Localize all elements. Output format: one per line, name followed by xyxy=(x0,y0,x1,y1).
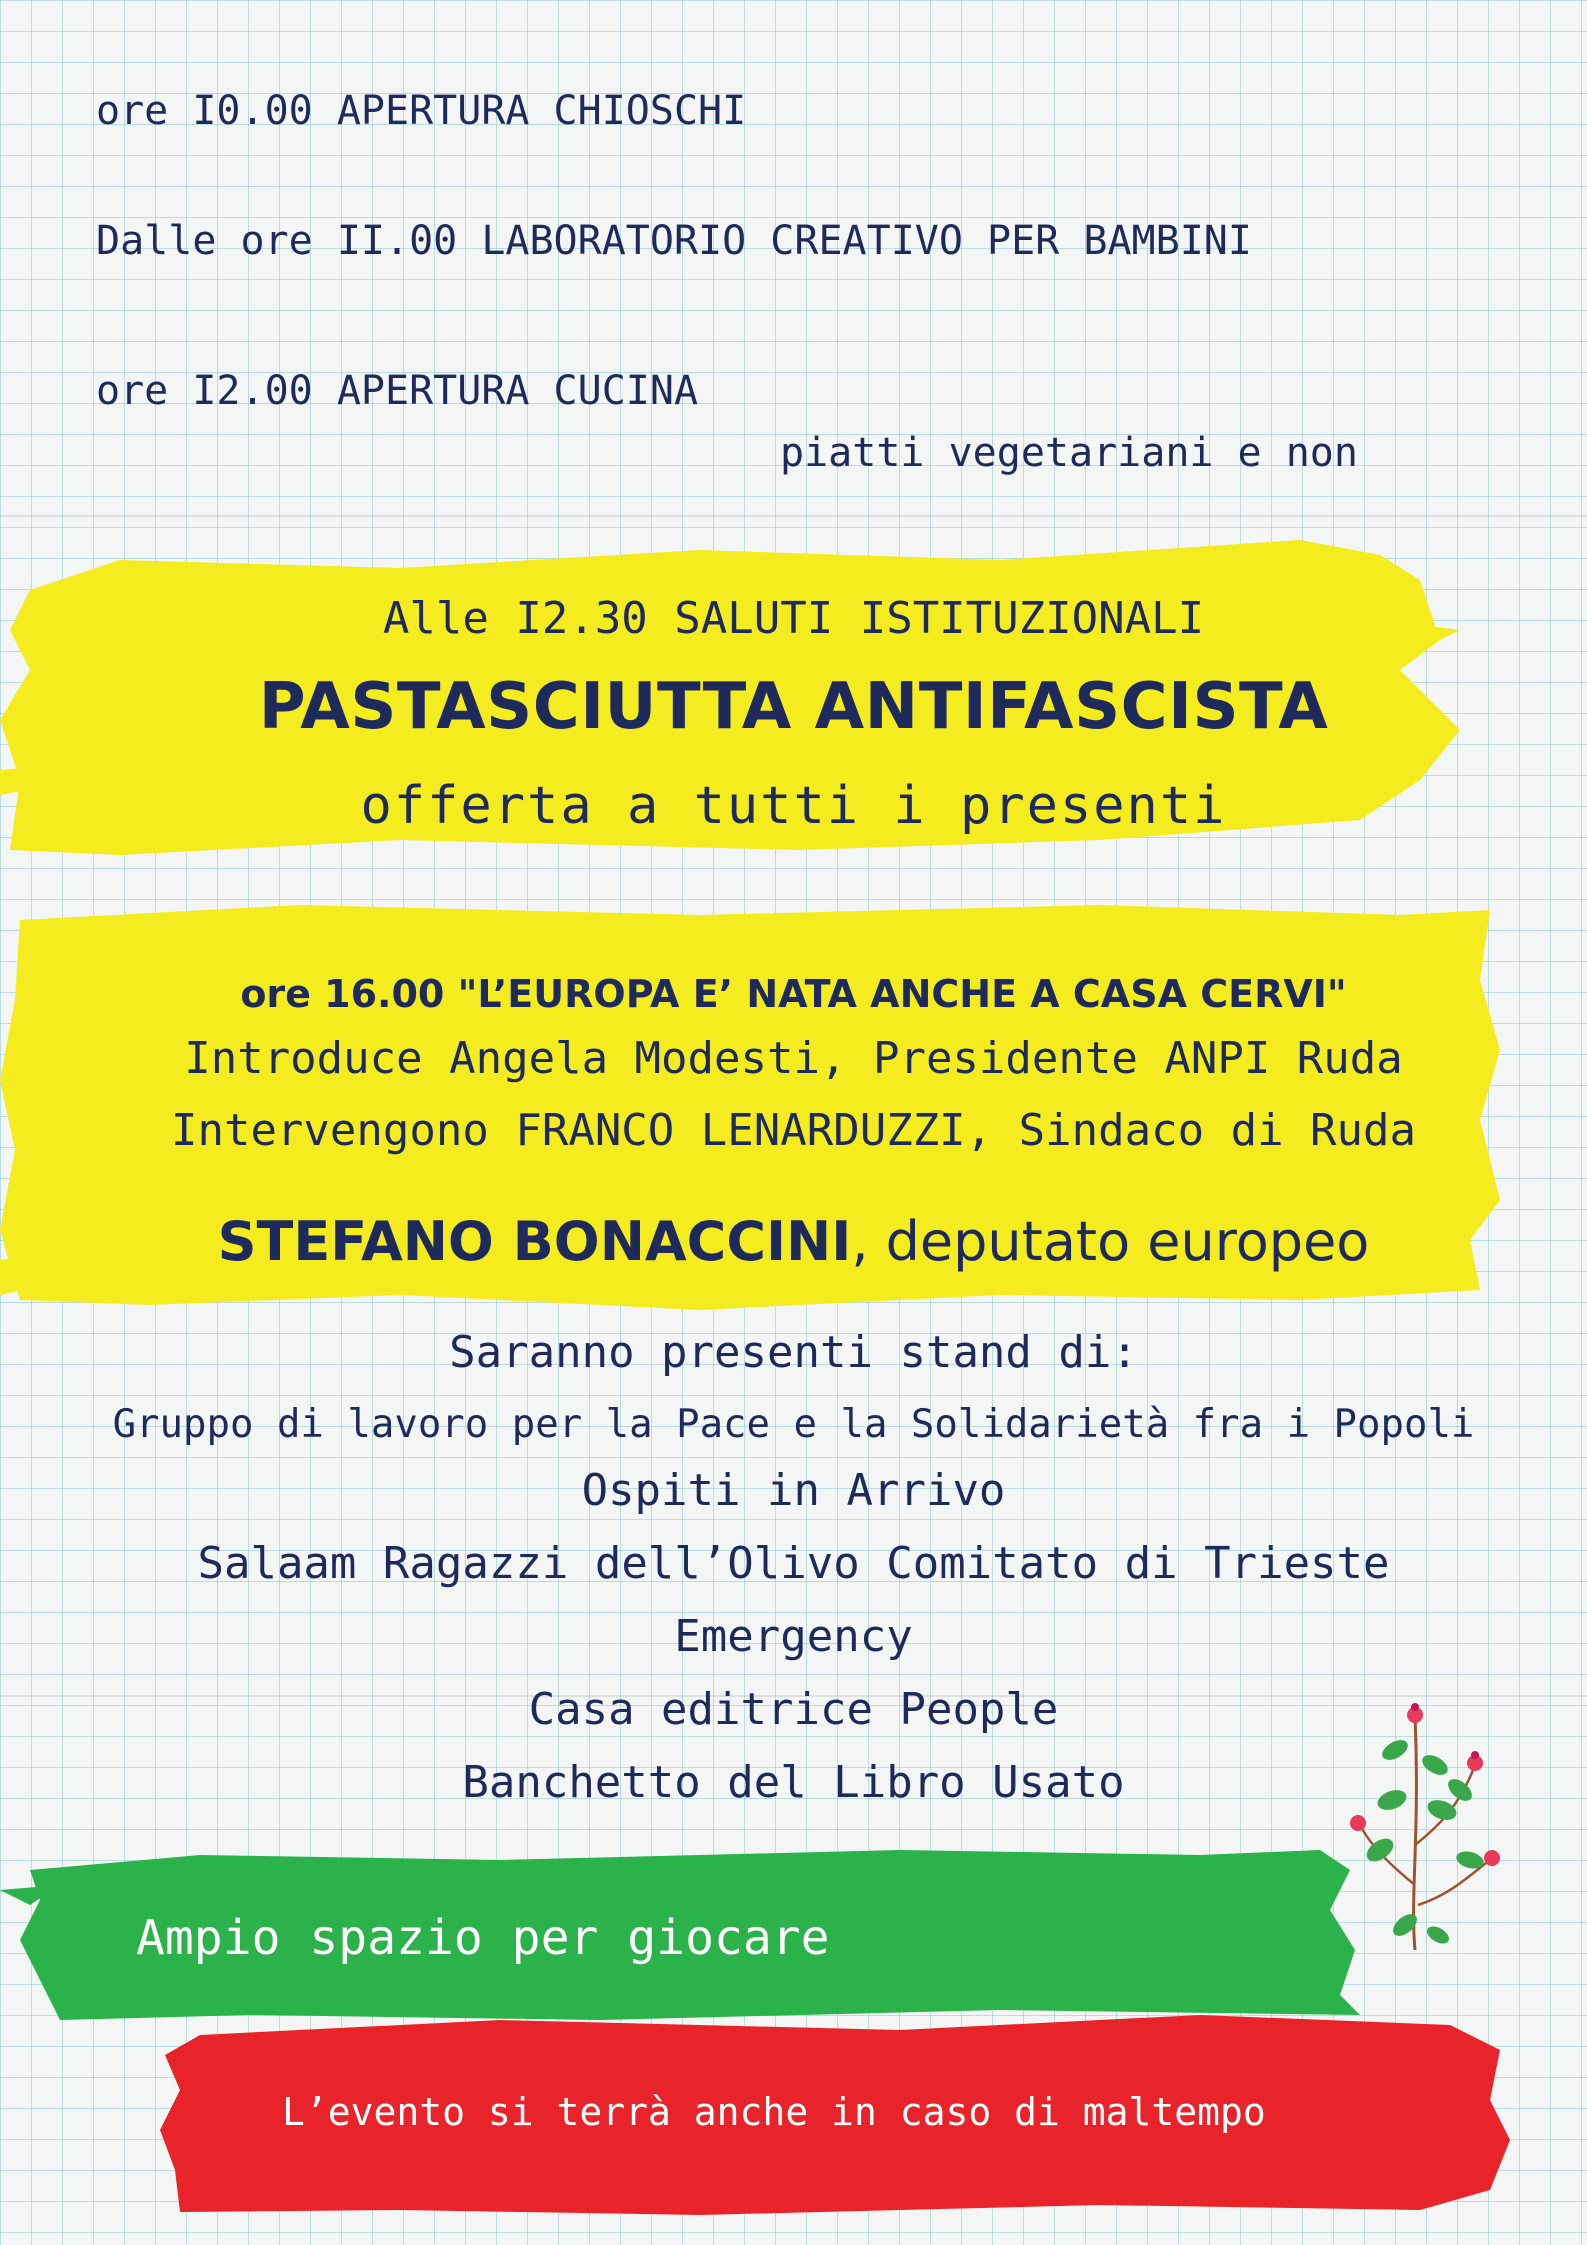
stand-item: Casa editrice People xyxy=(528,1684,1059,1735)
paper-fold xyxy=(0,515,1587,517)
guest-name: STEFANO BONACCINI xyxy=(217,1210,852,1273)
stand-item: Emergency xyxy=(674,1611,913,1662)
stand-item: Banchetto del Libro Usato xyxy=(462,1757,1125,1808)
schedule-opening-kiosks: ore I0.00 APERTURA CHIOSCHI xyxy=(96,88,747,134)
weather-note: L’evento si terrà anche in caso di maltempo xyxy=(282,2090,1266,2134)
talk-title: ore 16.00 "L’EUROPA E’ NATA ANCHE A CASA CERVI" xyxy=(240,972,1347,1016)
stand-item: Salaam Ragazzi dell’Olivo Comitato di Trieste xyxy=(197,1538,1390,1589)
schedule-kitchen-note: piatti vegetariani e non xyxy=(780,430,1358,476)
guest-role: , deputato europeo xyxy=(851,1210,1370,1273)
stand-item: Gruppo di lavoro per la Pace e la Solidarietà fra i Popoli xyxy=(112,1402,1475,1447)
play-area-note: Ampio spazio per giocare xyxy=(136,1910,830,1966)
schedule-kitchen-opening: ore I2.00 APERTURA CUCINA xyxy=(96,368,699,414)
institutional-greetings: Alle I2.30 SALUTI ISTITUZIONALI xyxy=(382,593,1205,644)
schedule-kids-workshop: Dalle ore II.00 LABORATORIO CREATIVO PER BAMBINI xyxy=(96,218,1252,264)
talk-speakers: Intervengono FRANCO LENARDUZZI, Sindaco di Ruda xyxy=(170,1105,1417,1156)
stand-item: Ospiti in Arrivo xyxy=(581,1465,1006,1516)
pasta-subtitle: offerta a tutti i presenti xyxy=(360,776,1227,836)
pasta-title: PASTASCIUTTA ANTIFASCISTA xyxy=(258,670,1329,744)
guest-speaker xyxy=(0,1210,1587,1273)
talk-intro: Introduce Angela Modesti, Presidente ANPI Ruda xyxy=(184,1033,1403,1084)
stands-heading: Saranno presenti stand di: xyxy=(449,1327,1138,1378)
